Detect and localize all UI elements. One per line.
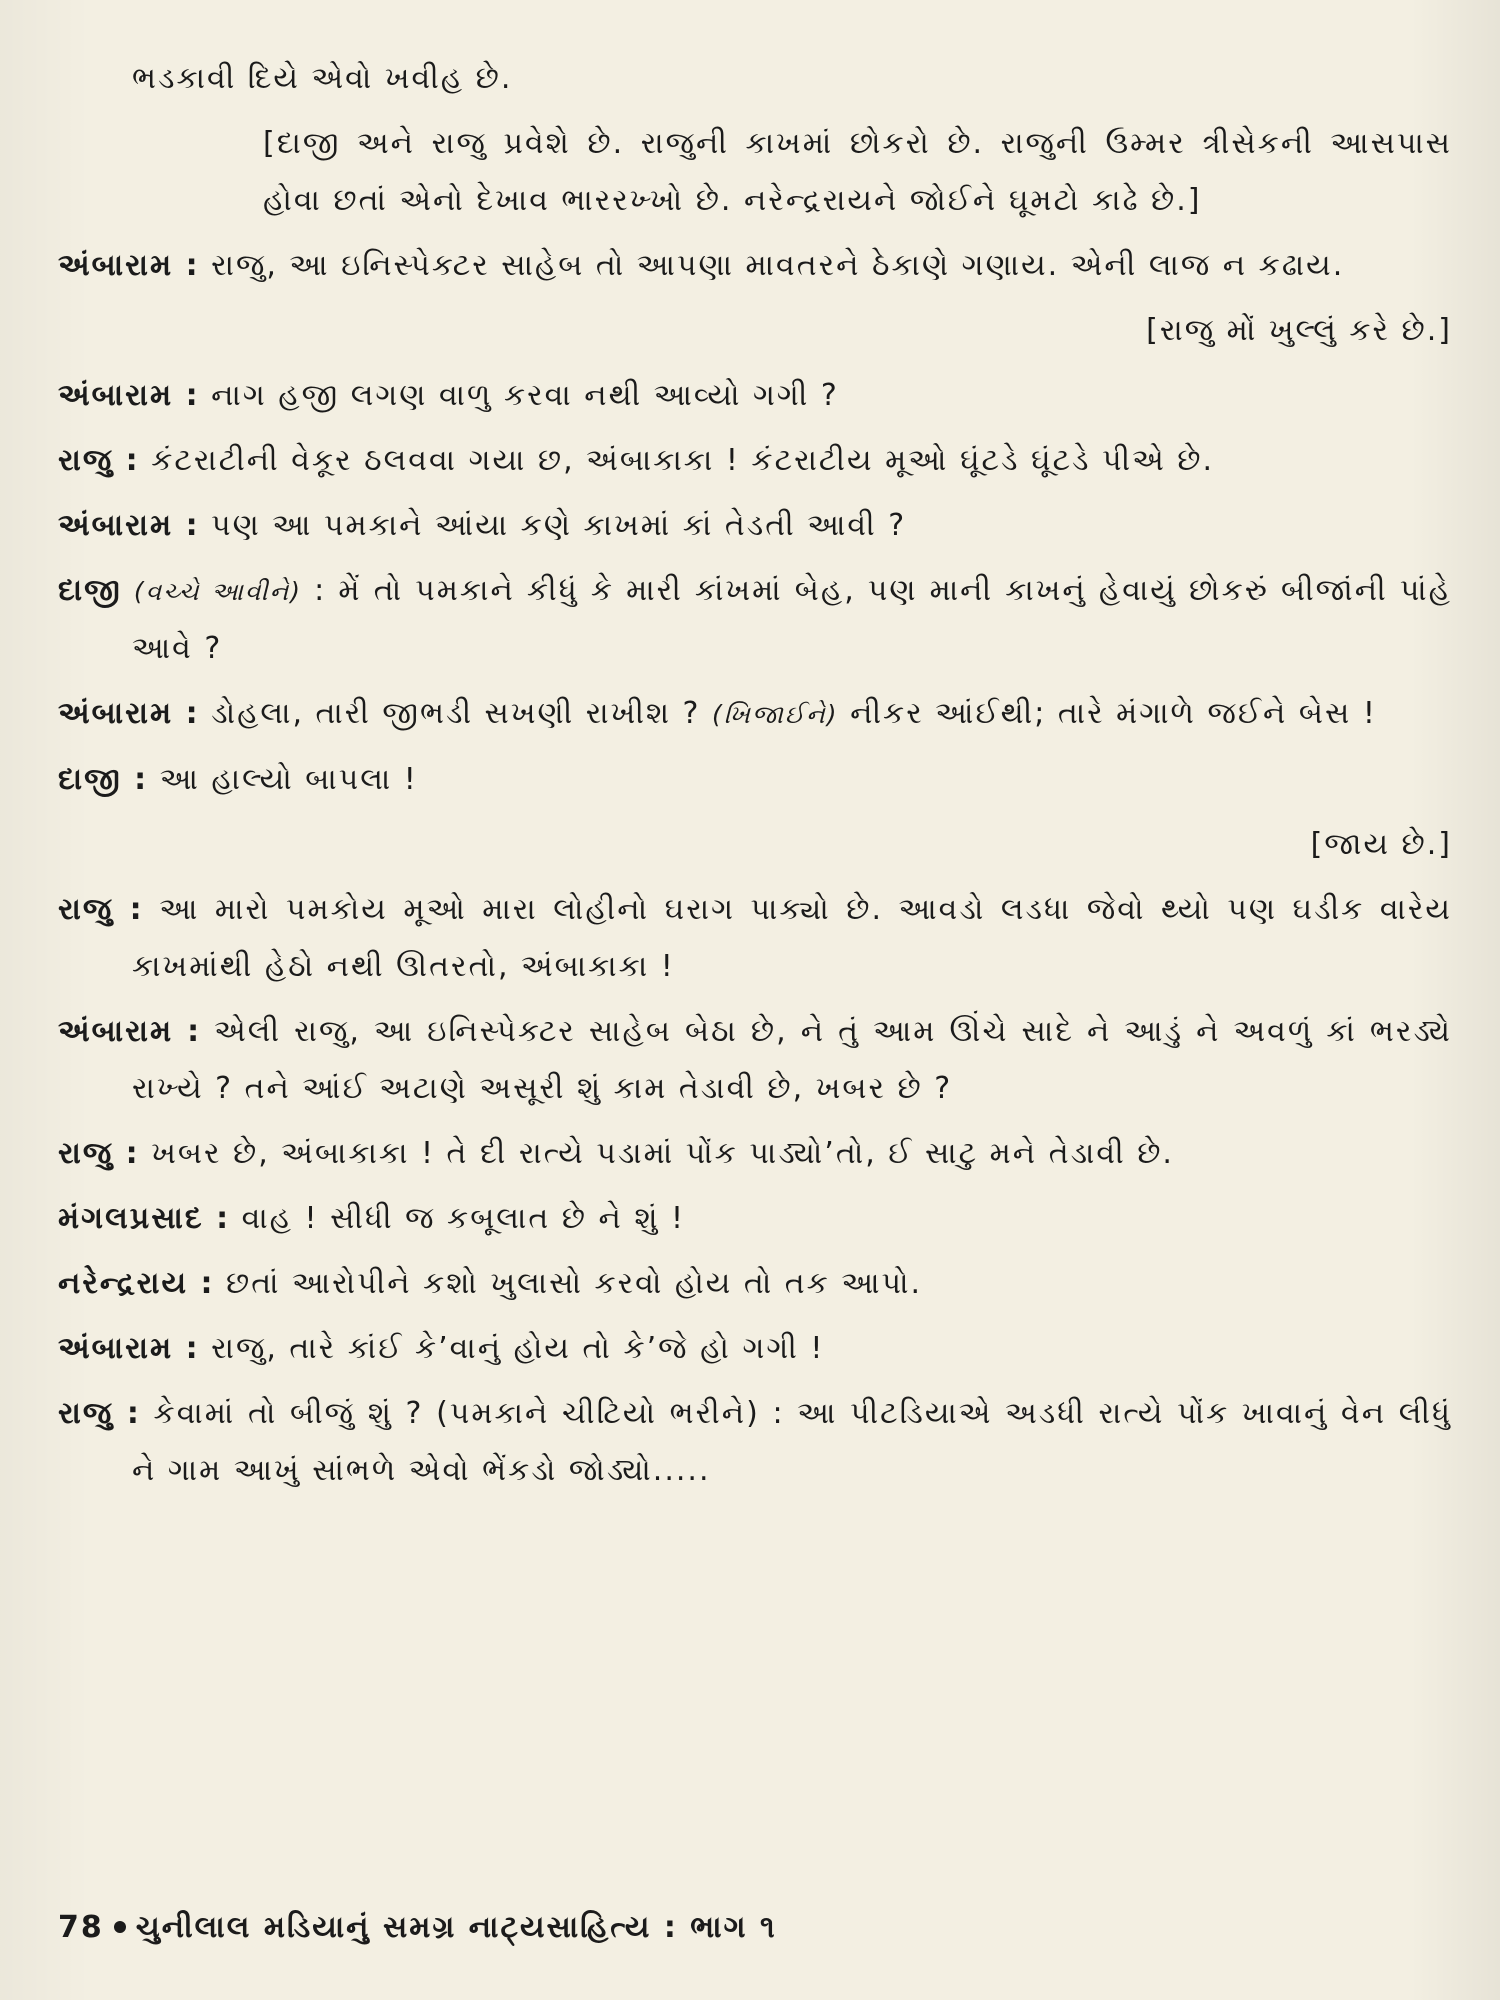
- parenthetical: (વચ્ચે આવીને): [133, 577, 303, 606]
- parenthetical: (ખિજાઈને): [712, 700, 839, 729]
- dialogue: મંગલપ્રસાદ : વાહ ! સીધી જ કબૂલાત છે ને શું !: [58, 1201, 686, 1236]
- stage-direction: [દાજી અને રાજુ પ્રવેશે છે. રાજુની કાખમાં છોકરો છે. રાજુની ઉમ્મર ત્રીસેકની આસપાસ હોવા છતાં એનો દેખાવ ભારરખ્ખો છે. નરેન્દ્રરાયને જોઈને ઘૂમટો કાઢે છે.]: [263, 126, 1452, 218]
- book-title: ચુનીલાલ મડિયાનું સમગ્ર નાટ્યસાહિત્ય : ભાગ ૧: [135, 1910, 777, 1945]
- dialogue: દાજી (વચ્ચે આવીને) : મેં તો પમકાને કીધું કે મારી કાંખમાં બેહ, પણ માની કાખનું હેવાયું છોકરું બીજાંની પાંહે આવે ?: [58, 573, 1452, 666]
- page-number: 78: [58, 1910, 104, 1945]
- dialogue: દાજી : આ હાલ્યો બાપલા !: [58, 762, 418, 797]
- speaker-name: દાજી: [58, 573, 122, 608]
- dialogue: અંબારામ : એલી રાજુ, આ ઇનિસ્પેક્ટર સાહેબ બેઠા છે, ને તું આમ ઊંચે સાદે ને આડું ને અવળું કાં ભરડ્યે રાખ્યે ? તને આંઈ અટાણે અસૂરી શું કામ તેડાવી છે, ખબર છે ?: [58, 1014, 1452, 1106]
- dialogue: રાજુ : આ મારો પમકોય મૂઓ મારા લોહીનો ઘરાગ પાક્યો છે. આવડો લડધા જેવો થ્યો પણ ઘડીક વારેય કાખમાંથી હેઠો નથી ઊતરતો, અંબાકાકા !: [58, 892, 1452, 984]
- dialogue: અંબારામ : નાગ હજી લગણ વાળુ કરવા નથી આવ્યો ગગી ?: [58, 378, 839, 413]
- dialogue: રાજુ : કંટરાટીની વેકૂર ઠલવવા ગયા છ, અંબાકાકા ! કંટરાટીય મૂઓ ઘૂંટડે ઘૂંટડે પીએ છે.: [58, 443, 1215, 478]
- speaker-name: રાજુ :: [58, 892, 144, 927]
- text-line: ભડકાવી દિયે એવો ખવીહ છે.: [132, 61, 513, 96]
- dialogue: અંબારામ : રાજુ, આ ઇનિસ્પેક્ટર સાહેબ તો આપણા માવતરને ઠેકાણે ગણાય. એની લાજ ન કઢાય.: [58, 248, 1345, 283]
- speaker-name: રાજુ :: [58, 443, 140, 478]
- speaker-name: મંગલપ્રસાદ :: [58, 1201, 231, 1236]
- speaker-name: નરેન્દ્રરાય :: [58, 1266, 215, 1301]
- speaker-name: દાજી :: [58, 762, 149, 797]
- speaker-name: રાજુ :: [58, 1136, 140, 1171]
- speaker-name: અંબારામ :: [58, 1014, 202, 1049]
- speaker-name: અંબારામ :: [58, 248, 200, 283]
- stage-direction: [જાય છે.]: [1310, 827, 1452, 862]
- speaker-name: અંબારામ :: [58, 696, 200, 731]
- dialogue: નરેન્દ્રરાય : છતાં આરોપીને કશો ખુલાસો કરવો હોય તો તક આપો.: [58, 1266, 923, 1301]
- dialogue: રાજુ : ખબર છે, અંબાકાકા ! તે દી રાત્યે પડામાં પોંક પાડ્યો’તો, ઈ સાટુ મને તેડાવી છે.: [58, 1136, 1174, 1171]
- dialogue: અંબારામ : રાજુ, તારે કાંઈ કે’વાનું હોય તો કે’જે હો ગગી !: [58, 1331, 825, 1366]
- dialogue: રાજુ : કેવામાં તો બીજું શું ? (પમકાને ચીટિયો ભરીને) : આ પીટડિયાએ અડધી રાત્યે પોંક ખાવાનું વેન લીધું ને ગામ આખું સાંભળે એવો ભેંકડો જોડ્યો.....: [58, 1396, 1452, 1488]
- dialogue: અંબારામ : પણ આ પમકાને આંયા કણે કાખમાં કાં તેડતી આવી ?: [58, 508, 907, 543]
- page-body: [58, 50, 1452, 1499]
- stage-direction: [રાજુ મોં ખુલ્લું કરે છે.]: [1146, 313, 1452, 348]
- speaker-name: અંબારામ :: [58, 378, 200, 413]
- bullet-icon: [114, 1921, 126, 1933]
- speaker-name: અંબારામ :: [58, 508, 200, 543]
- speaker-name: અંબારામ :: [58, 1331, 200, 1366]
- dialogue: અંબારામ : ડોહલા, તારી જીભડી સખણી રાખીશ ? (ખિજાઈને) નીકર આંઈથી; તારે મંગાળે જઈને બેસ !: [58, 696, 1377, 731]
- speaker-name: રાજુ :: [58, 1396, 141, 1431]
- page-footer: [58, 1910, 777, 1945]
